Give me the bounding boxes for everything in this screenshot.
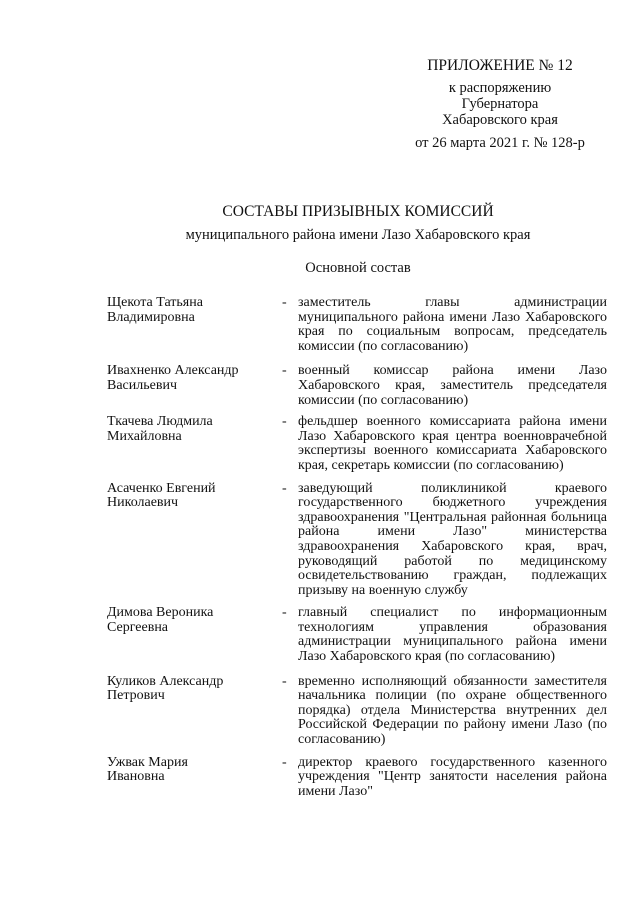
member-surname-firstname: Ужвак Мария [107,754,188,770]
member-dash: - [282,480,287,496]
appendix-date: от 26 марта 2021 г. № 128-р [415,135,585,151]
member-patronymic: Владимировна [107,309,195,325]
appendix-line-3: Хабаровского края [442,112,558,128]
appendix-line-1: к распоряжению [448,80,552,96]
member-dash: - [282,295,287,310]
member-name [107,675,282,748]
member-name [107,756,282,800]
member-dash: - [282,363,287,379]
member-row [107,296,607,354]
appendix-title: ПРИЛОЖЕНИЕ № 12 [427,57,573,74]
member-dash: - [282,673,287,689]
member-role: заместитель главы администрации муниципального района имени Лазо Хабаровского края по социальным вопросам, председатель комиссии (по согласованию) [298,295,607,354]
member-surname-firstname: Щекота Татьяна [107,295,203,310]
member-surname-firstname: Куликов Александр [107,673,224,689]
document-subtitle: муниципального района имени Лазо Хабаровского края [185,227,531,243]
member-name [107,482,282,599]
document-title: СОСТАВЫ ПРИЗЫВНЫХ КОМИССИЙ [222,203,494,220]
member-surname-firstname: Асаченко Евгений [107,480,216,496]
member-patronymic: Петрович [107,688,165,704]
member-role: военный комиссар района имени Лазо Хабаровского края, заместитель председателя комиссии (по согласованию) [298,363,607,408]
member-row [107,756,607,800]
member-row [107,482,607,599]
member-surname-firstname: Ткачева Людмила [107,414,213,430]
member-row [107,415,607,473]
section-title: Основной состав [305,260,411,276]
member-dash: - [282,754,287,770]
appendix-block [400,58,600,151]
member-row [107,606,607,664]
member-role: временно исполняющий обязанности заместителя начальника полиции (по охране общественного порядка) отдела Министерства внутренних дел Российской Федерации по району имени Лазо (по согласованию) [298,673,607,748]
member-patronymic: Николаевич [107,495,179,511]
member-role: заведующий поликлиникой краевого государственного бюджетного учреждения здравоохранения "Центральная районная больница района имени Лазо" министерства здравоохранения Хабаровского края, врач, руководящий работой по медицинскому освидетельствованию граждан, подлежащих призыву на военную службу [298,480,607,598]
member-name [107,296,282,354]
member-surname-firstname: Ивахненко Александр [107,363,239,379]
member-dash: - [282,605,287,621]
member-name [107,364,282,408]
member-row [107,675,607,748]
member-patronymic: Васильевич [107,377,177,393]
member-name [107,415,282,473]
member-row [107,364,607,408]
appendix-line-2: Губернатора [461,96,539,112]
member-surname-firstname: Димова Вероника [107,605,214,621]
member-patronymic: Михайловна [107,428,182,444]
member-role: главный специалист по информационным технологиям управления образования администрации муниципального района имени Лазо Хабаровского края (по согласованию) [298,605,607,665]
member-role: директор краевого государственного казенного учреждения "Центр занятости населения района имени Лазо" [298,754,607,799]
members-list [107,296,607,799]
member-patronymic: Сергеевна [107,619,169,635]
member-dash: - [282,414,287,430]
member-role: фельдшер военного комиссариата района имени Лазо Хабаровского края центра военноврачебной экспертизы военного комиссариата Хабаровского края, секретарь комиссии (по согласованию) [298,414,607,473]
member-name [107,606,282,664]
member-patronymic: Ивановна [107,769,165,785]
